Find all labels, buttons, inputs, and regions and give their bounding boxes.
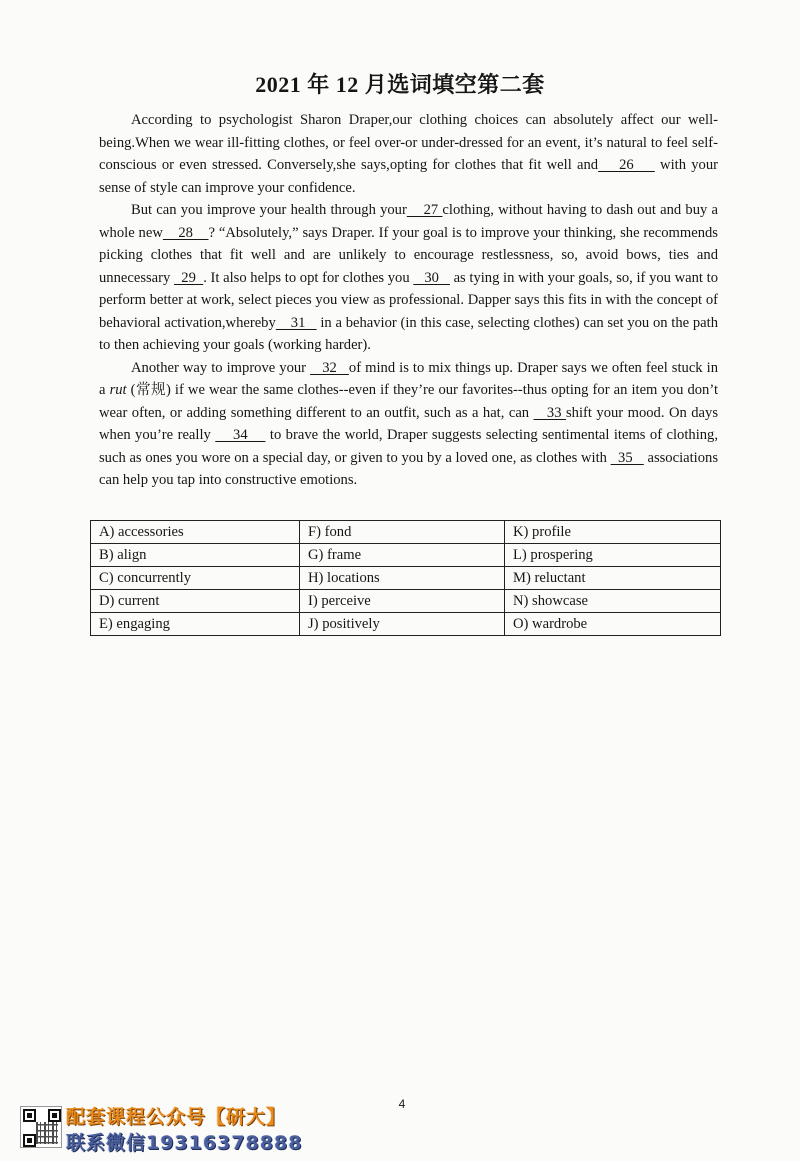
answer-blank: 31	[275, 314, 317, 331]
answer-blank: 32	[310, 359, 349, 376]
word-bank-row	[91, 590, 721, 613]
paragraph-text: as tying in with your goals, so, if you want to perform better at work, select pieces you view as professional. Dapper says this fits in with the concept of behavioral activation,whereby	[99, 269, 719, 331]
paragraph-text: Another way to improve your	[131, 359, 311, 376]
paragraph-text: associations can help you tap into constructive emotions.	[99, 449, 718, 488]
paragraph	[99, 109, 718, 199]
word-bank-row	[91, 521, 721, 544]
answer-blank: 35	[610, 449, 644, 466]
italic-term: rut	[109, 382, 127, 398]
word-bank-row	[91, 567, 721, 590]
word-option: G) frame	[300, 544, 505, 567]
word-option: E) engaging	[91, 613, 300, 636]
paragraph-text: (常规) if we wear the same clothes--even if they’re our favorites--thus opting for an item you don’t wear often, or adding something different to an outfit, such as a hat, can	[99, 382, 718, 421]
word-option: M) reluctant	[505, 567, 721, 590]
word-option: N) showcase	[505, 590, 721, 613]
watermark-line-1: 配套课程公众号【研大】	[66, 1106, 287, 1128]
paragraph-text: ? “Absolutely,” says Draper. If your goal is to improve your thinking, she recommends picking clothes that fit well and are unlikely to encourage restlessness, so, avoid bows, ties and unnecessary	[99, 224, 718, 286]
paragraph-text: According to psychologist Sharon Draper,our clothing choices can absolutely affect our well-being.When we wear ill-fitting clothes, or feel over-or under-dressed for an event, it’s natural to feel self-conscious or even stressed. Conversely,she says,opting for clothes that fit well and	[99, 112, 718, 173]
answer-blank: 30	[413, 269, 450, 286]
word-option: A) accessories	[91, 521, 300, 544]
answer-blank: 29	[173, 269, 204, 286]
word-option: K) profile	[505, 521, 721, 544]
paragraph	[99, 357, 718, 492]
answer-blank: 34	[215, 427, 266, 443]
page-title: 2021 年 12 月选词填空第二套	[255, 72, 545, 97]
word-option: I) perceive	[300, 590, 505, 613]
paragraph-text: in a behavior (in this case, selecting clothes) can set you on the path to then achieving your goals (working harder).	[99, 314, 719, 353]
word-option: C) concurrently	[91, 567, 300, 590]
word-bank-row	[91, 613, 721, 636]
answer-blank: 33	[533, 404, 566, 421]
word-option: F) fond	[300, 521, 505, 544]
paragraph-text: But can you improve your health through your	[131, 202, 407, 218]
paragraph-text: clothing, without having to dash out and buy a whole new	[99, 202, 718, 241]
word-option: B) align	[91, 544, 300, 567]
paragraph-text: to brave the world, Draper suggests selecting sentimental items of clothing, such as ones you wore on a special day, or given to you by a loved one, as clothes with	[99, 427, 718, 466]
word-option: L) prospering	[505, 544, 721, 567]
paragraph	[99, 199, 718, 357]
qr-code-image	[20, 1106, 62, 1148]
paragraph-text: shift your mood. On days when you’re really	[99, 404, 719, 443]
word-option: D) current	[91, 590, 300, 613]
paragraph-text: with your sense of style can improve your confidence.	[99, 157, 718, 196]
watermark-line-2: 联系微信19316378888	[66, 1132, 303, 1154]
paragraph-text: . It also helps to opt for clothes you	[203, 269, 414, 286]
passage	[99, 109, 718, 492]
word-bank-row	[91, 544, 721, 567]
answer-blank: 27	[406, 202, 443, 218]
paragraph-text: of mind is to mix things up. Draper says we often feel stuck in a	[99, 359, 718, 398]
word-option: H) locations	[300, 567, 505, 590]
word-option: O) wardrobe	[505, 613, 721, 636]
answer-blank: 28	[162, 224, 209, 241]
page-number: 4	[398, 1097, 406, 1111]
answer-blank: 26	[598, 157, 655, 173]
word-bank-table	[90, 520, 721, 636]
word-option: J) positively	[300, 613, 505, 636]
